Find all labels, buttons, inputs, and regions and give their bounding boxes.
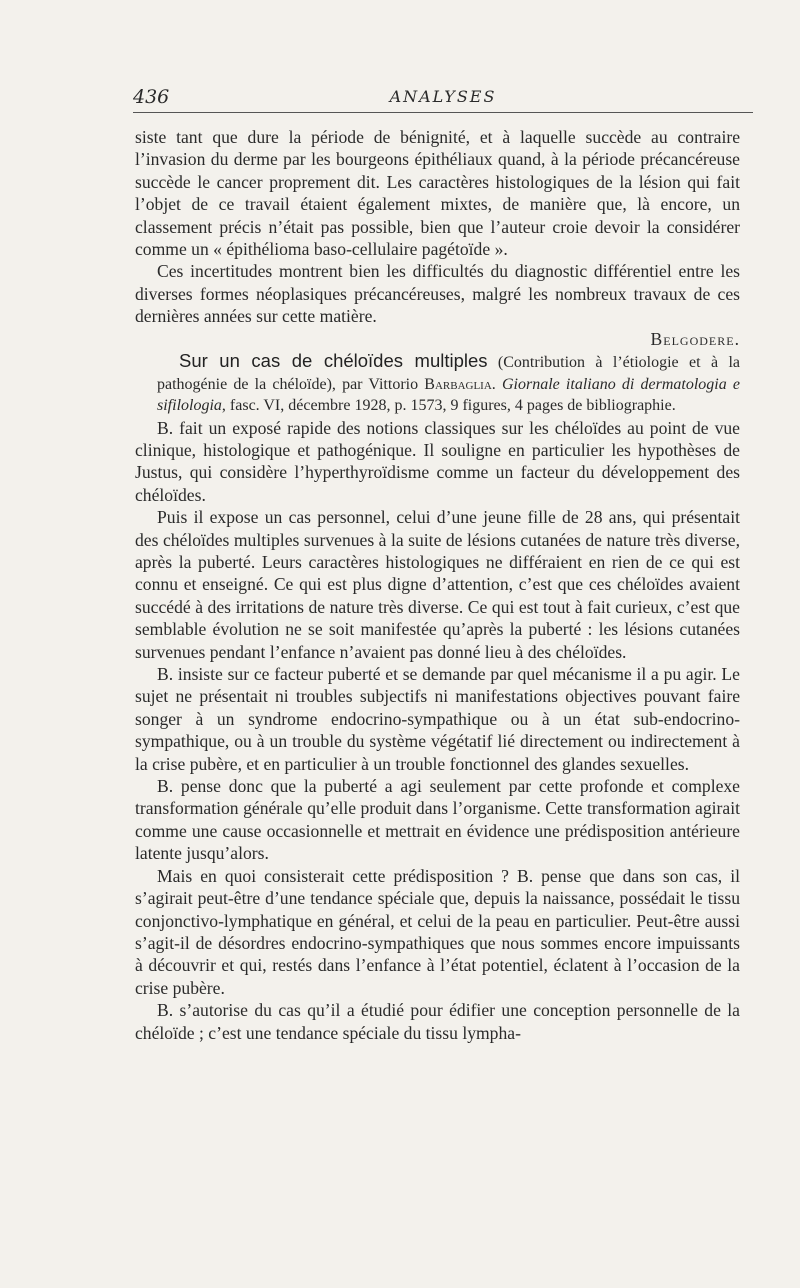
page-header: [133, 82, 753, 113]
page-number: 436: [133, 86, 170, 108]
paragraph: Mais en quoi consisterait cette prédisposition ? B. pense que dans son cas, il s’agirait peut-être d’une tendance spéciale que, depuis la naissance, possédait le tissu conjonctivo-lymphatique en général, et celui de la peau en particulier. Peut-être aussi s’agit-il de désordres endocrino-sympathiques que nous sommes encore impuissants à découvrir et qui, restés dans l’enfance à l’état potentiel, éclatent à l’occasion de la crise pubère.: [135, 865, 740, 998]
entry-title: Sur un cas de chéloïdes multiples: [179, 350, 488, 372]
paragraph: B. s’autorise du cas qu’il a étudié pour édifier une conception personnelle de la chéloïde ; c’est une tendance spéciale du tissu lympha-: [135, 1000, 740, 1043]
paragraph: Ces incertitudes montrent bien les difficultés du diagnostic différentiel entre les diverses formes néoplasiques précancéreuses, malgré les nombreux travaux de ces dernières années sur cette matière.: [135, 261, 740, 327]
paragraph: B. pense donc que la puberté a agi seulement par cette profonde et complexe transformation générale qu’elle produit dans l’organisme. Cette transformation agirait comme une cause occasionnelle et mettrait en évidence une prédisposition antérieure latente jusqu’alors.: [135, 776, 740, 864]
review-entry-heading: [135, 350, 740, 417]
entry-separator: .: [491, 375, 502, 393]
article-body: [135, 126, 740, 1044]
paragraph: B. fait un exposé rapide des notions classiques sur les chéloïdes au point de vue clinique, histologique et pathogénique. Il souligne en particulier les hypothèses de Justus, qui considère l’hyperthyroïdisme comme un facteur du développement des chéloïdes.: [135, 417, 740, 505]
entry-journal: Giornale italiano di dermatologia e sifilologia: [157, 375, 741, 415]
entry-details: , fasc. VI, décembre 1928, p. 1573, 9 figures, 4 pages de bibliographie.: [221, 397, 676, 415]
paragraph: siste tant que dure la période de bénignité, et à laquelle succède au contraire l’invasion du derme par les bourgeons épithéliaux quand, à la période précancéreuse succède le cancer proprement dit. Les caractères histologiques de la lésion qui fait l’objet de ce travail étaient également mixtes, de manière que, là encore, un classement précis n’était pas possible, bien que l’auteur croie devoir la considérer comme un « épithélioma baso-cellulaire pagétoïde ».: [135, 127, 740, 260]
author-signature: Belgodere.: [650, 328, 740, 349]
paragraph: B. insiste sur ce facteur puberté et se demande par quel mécanisme il a pu agir. Le sujet ne présentait ni troubles subjectifs ni manifestations objectives pouvant faire songer à un syndrome endocrino-sympathique ou à un état sub-endocrino-sympathique, ou à un trouble du système végétatif lié directement ou indirectement à la crise pubère, et en particulier à un trouble fonctionnel des glandes sexuelles.: [135, 664, 740, 774]
paragraph: Puis il expose un cas personnel, celui d’une jeune fille de 28 ans, qui présentait des chéloïdes multiples survenues à la suite de lésions cutanées de nature très diverse, après la puberté. Leurs caractères histologiques ne différaient en rien de ce qui est connu et enseigné. Ce qui est plus digne d’attention, c’est que ces chéloïdes avaient succédé à des irritations de nature très diverse. Ce qui est tout à fait curieux, c’est que semblable évolution ne se soit manifestée qu’après la puberté : les lésions cutanées survenues pendant l’enfance n’avaient pas donné lieu à des chéloïdes.: [135, 507, 740, 662]
running-title: ANALYSES: [389, 87, 497, 106]
entry-author: Barbaglia: [424, 375, 492, 393]
entry-subtitle: (Contribution à l’étiologie et à la pathogénie de la chéloïde), par Vittorio: [157, 354, 741, 393]
